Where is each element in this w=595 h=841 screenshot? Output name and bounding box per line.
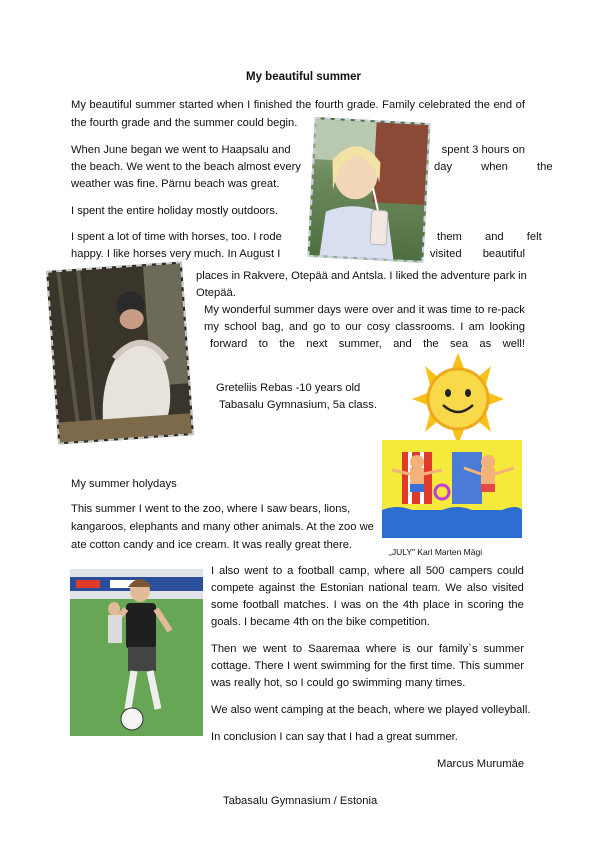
story2-p2-line4: goals. I became 4th on the bike competition. <box>211 616 430 628</box>
story2-p1-line1: This summer I went to the zoo, where I saw bears, lions, <box>71 503 351 515</box>
story1-p5-line3: forward to the next summer, and the sea as well! <box>210 338 525 350</box>
story1-p2-line3: weather was fine. Pärnu beach was great. <box>71 178 280 190</box>
story1-author-school: Tabasalu Gymnasium, 5a class. <box>219 399 377 411</box>
story1-p1-line1: My beautiful summer started when I finished the fourth grade. Family celebrated the end of <box>71 99 525 111</box>
story2-p4: We also went camping at the beach, where we played volleyball. <box>211 704 531 716</box>
story1-title: My beautiful summer <box>246 71 362 83</box>
story1-author-name: Greteliis Rebas -10 years old <box>216 382 361 394</box>
story1-p4-line2a: happy. I like horses very much. In August I <box>71 248 281 260</box>
football-photo <box>70 569 203 736</box>
story2-p2-line1: I also went to a football camp, where all 500 campers could <box>211 565 524 577</box>
story1-p3: I spent the entire holiday mostly outdoors. <box>71 205 279 217</box>
story2-p2-line3: some football matches. I was on the 4th place in scoring the <box>211 599 524 611</box>
story1-p4-line1a: I spent a lot of time with horses, too. I rode <box>71 231 282 243</box>
footer-school: Tabasalu Gymnasium / Estonia <box>223 795 378 807</box>
story1-p2-line2b: day when the <box>434 161 553 173</box>
story1-p5-line1: My wonderful summer days were over and it was time to re-pack <box>204 304 525 316</box>
beach-drawing <box>382 440 522 538</box>
story1-p1-line2: the fourth grade and the summer could begin. <box>71 117 298 129</box>
story1-p4-line1b: them and felt <box>437 231 542 243</box>
story1-p2-line1a: When June began we went to Haapsalu and <box>71 144 291 156</box>
story2-p3-line2: cottage. There I went swimming for the first time. This summer <box>211 660 524 672</box>
girl-with-drink-photo <box>307 117 430 263</box>
story1-p5-line2: my school bag, and go to our cosy classrooms. I am looking <box>204 321 525 333</box>
sun-drawing <box>403 353 513 445</box>
story2-title: My summer holydays <box>71 478 177 490</box>
story1-p4-line3: places in Rakvere, Otepää and Antsla. I liked the adventure park in <box>196 270 527 282</box>
story2-p5: In conclusion I can say that I had a great summer. <box>211 731 458 743</box>
story2-p2-line2: compete against the Estonian national team. We also visited <box>211 582 524 594</box>
story2-author: Marcus Murumäe <box>437 758 525 770</box>
story1-p2-line2a: the beach. We went to the beach almost every <box>71 161 301 173</box>
story2-p3-line3: was really hot, so I could go swimming many times. <box>211 677 466 689</box>
story1-p4-line2b: visited beautiful <box>429 248 525 260</box>
story2-p3-line1: Then we went to Saaremaa where is our family`s summer <box>211 643 524 655</box>
story1-p4-line4: Otepää. <box>196 287 236 299</box>
girl-with-horse-photo <box>46 261 194 444</box>
story1-p2-line1b: spent 3 hours on <box>441 144 525 156</box>
story2-p1-line2: kangaroos, elephants and many other animals. At the zoo we <box>71 521 374 533</box>
story2-p1-line3: ate cotton candy and ice cream. It was really great there. <box>71 539 353 551</box>
drawing-caption: „JULY" Karl Marten Mägi <box>389 547 483 557</box>
